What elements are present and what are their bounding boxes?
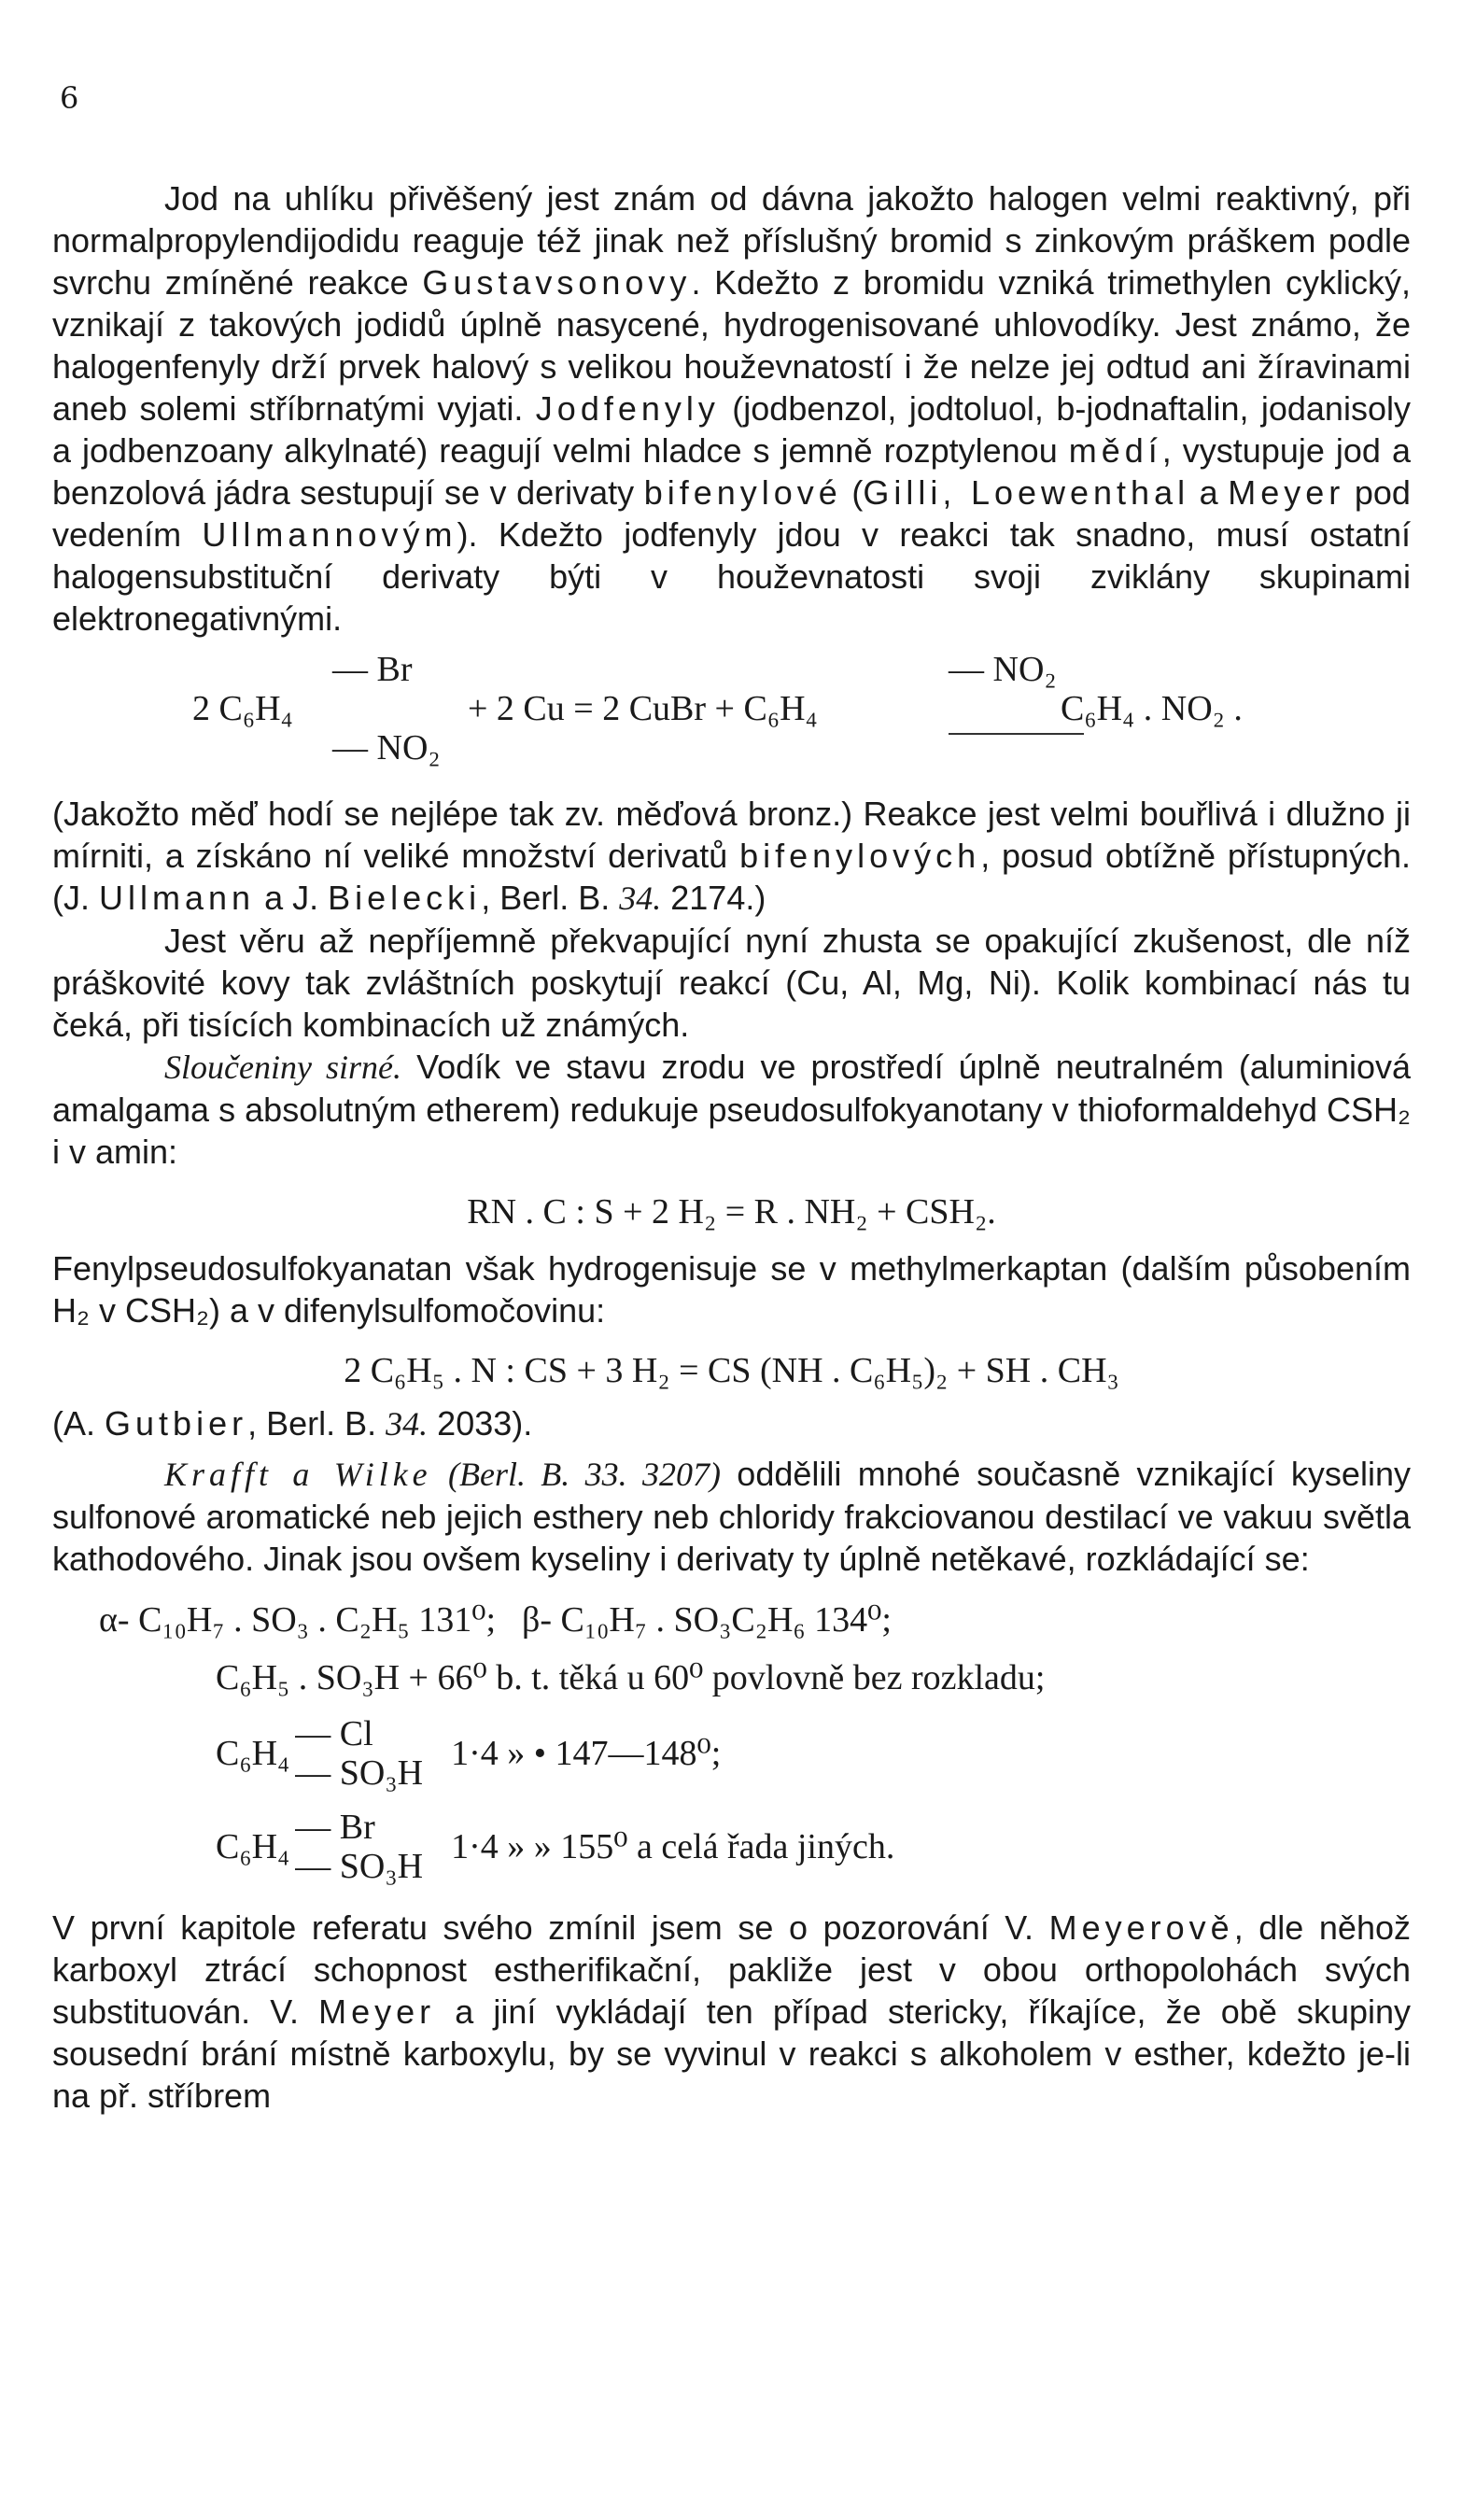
formula-amine: RN . C : S + 2 H₂ = R . NH₂ + CSH₂.	[467, 1192, 996, 1232]
paragraph-8: V první kapitole referatu svého zmínil jsem se o pozorování V. Meyerově, dle něhož karboxyl ztrácí schopnost estherifikační, pakliže jest v obou orthopolohách svých substituován. V. Meyer a jiní vykládají ten případ stericky, říkajíce, že obě skupiny sousední brání místně karboxylu, by se vyvinul v reakci s alkoholem v esther, kdežto je-li na př. stříbrem	[52, 1908, 1412, 2115]
compound-row-4: C₆H₄ — Br — SO₃H 1·4 » » 155⁰ a celá řada jiných.	[216, 1808, 895, 1886]
compound-list	[52, 1591, 1411, 1894]
reaction-middle: + 2 Cu = 2 CuBr + C₆H₄	[468, 689, 818, 728]
paragraph-7: Krafft a Wilke (Berl. B. 33. 3207) oddělili mnohé současně vznikající kyseliny sulfonové aromatické neb jejich esthery neb chloridy frakciovanou destilací ve vakuu světla kathodového. Jinak jsou ovšem kyseliny i derivaty ty úplně netěkavé, rozkládající se:	[52, 1455, 1411, 1578]
page-number: 6	[60, 80, 79, 116]
compound-row-1: α- C₁₀H₇ . SO₃ . C₂H₅ 131⁰; β- C₁₀H₇ . SO₃C₂H₆ 134⁰;	[99, 1600, 892, 1640]
paragraph-1: Jod na uhlíku přivěšený jest znám od dávna jakožto halogen velmi reaktivný, při normalpropylendijodidu reaguje též jinak než příslušný bromid s zinkovým práškem podle svrchu zmíněné reakce Gustavsonovy. Kdežto z bromidu vzniká trimethylen cyklický, vznikají z takových jodidů úplně nasycené, hydrogenisované uhlovodíky. Jest známo, že halogenfenyly drží prvek halový s velikou houževnatostí i že nelze jej odtud ani žíravinami aneb solemi stříbrnatými vyjati. Jodfenyly (jodbenzol, jodtoluol, b-jodnaftalin, jodanisoly a jodbenzoany alkylnaté) reagují velmi hladce s jemně rozptylenou mědí, vystupuje jod a benzolová jádra sestupují se v derivaty bifenylové (Gilli, Loewenthal a Meyer pod vedením Ullmannovým). Kdežto jodfenyly jdou v reakci tak snadno, musí ostatní halogensubstituční derivaty býti v houževnatosti svoji zviklány skupinami elektronegativnými.	[52, 179, 1411, 638]
paragraph-5: Fenylpseudosulfokyanatan však hydrogenisuje se v methylmerkaptan (dalším působením H₂ v CSH₂) a v difenylsulfomočovinu:	[52, 1249, 1411, 1330]
reaction-sub-bottom: — NO₂	[332, 728, 441, 767]
reaction-sub-right-top: — NO₂	[949, 650, 1057, 689]
reaction-rule	[949, 733, 1084, 735]
compound-row-2: C₆H₅ . SO₃H + 66⁰ b. t. těká u 60⁰ povlovně bez rozkladu;	[216, 1658, 1046, 1697]
reaction-formula	[52, 649, 1411, 780]
paragraph-3: Jest věru až nepříjemně překvapující nyní zhusta se opakující zkušenost, dle níž práškovité kovy tak zvláštních poskytují reakcí (Cu, Al, Mg, Ni). Kolik kombinací nás tu čeká, při tisících kombinacích už známých.	[52, 922, 1411, 1044]
reaction-product: C₆H₄ . NO₂ .	[1061, 689, 1243, 728]
formula-thiourea: 2 C₆H₅ . N : CS + 3 H₂ = CS (NH . C₆H₅)₂ + SH . CH₃	[344, 1351, 1119, 1390]
reaction-sub-top: — Br	[332, 650, 413, 689]
reaction-coef: 2 C₆H₄	[192, 689, 293, 728]
body-text	[52, 177, 1411, 2117]
paragraph-6: (A. Gutbier, Berl. B. 34. 2033).	[52, 1404, 533, 1443]
compound-row-3: C₆H₄ — Cl — SO₃H 1·4 » • 147—148⁰;	[216, 1714, 722, 1793]
paragraph-2: (Jakožto měď hodí se nejlépe tak zv. měďová bronz.) Reakce jest velmi bouřlivá i dlužno ji mírniti, a získáno ní veliké množství derivatů bifenylových, posud obtížně přístupných. (J. Ullmann a J. Bielecki, Berl. B. 34. 2174.)	[52, 795, 1411, 917]
paragraph-4: Sloučeniny sirné. Vodík ve stavu zrodu ve prostředí úplně neutralném (aluminiová amalgama s absolutným etherem) redukuje pseudosulfokyanotany v thioformaldehyd CSH₂ i v amin:	[52, 1048, 1411, 1171]
